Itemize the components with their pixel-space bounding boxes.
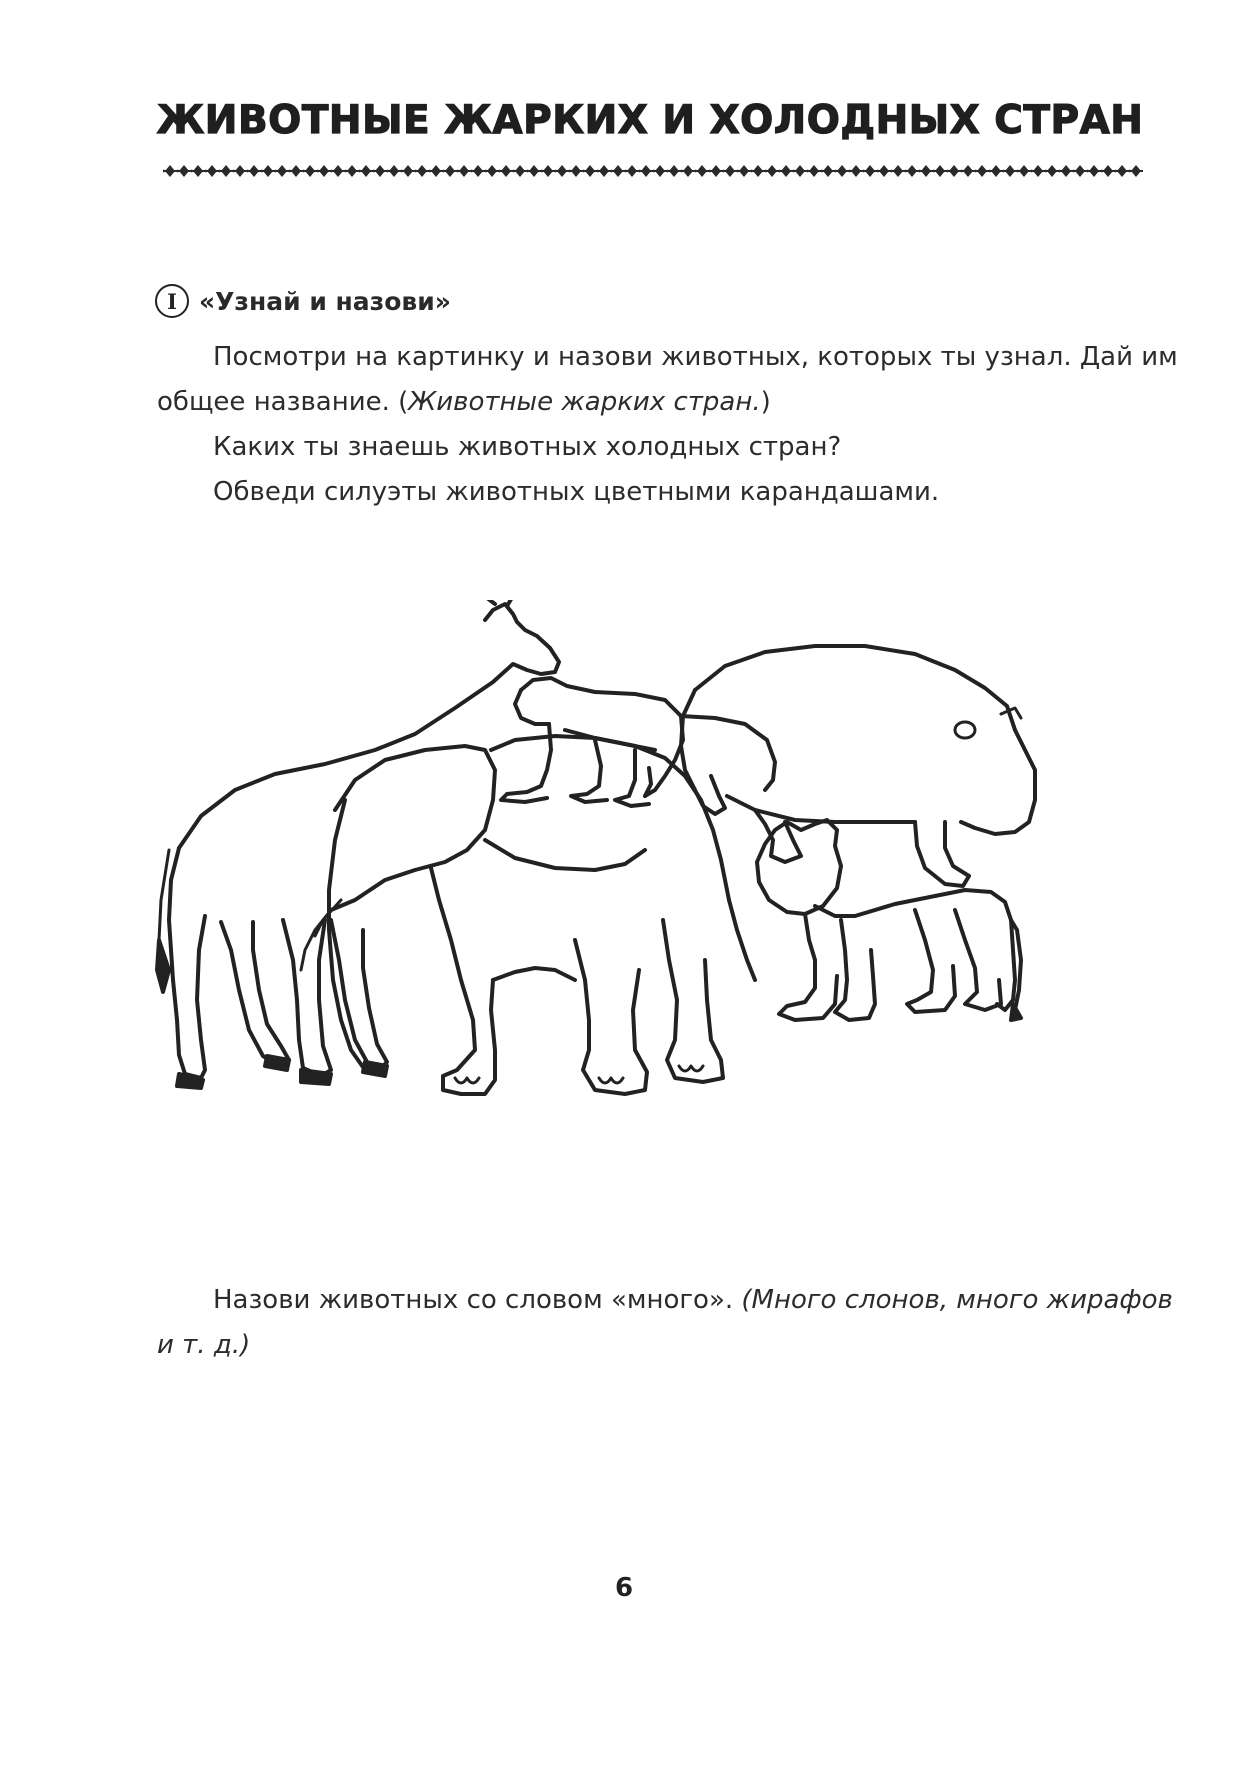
instruction-line-2: [157, 380, 771, 425]
instruction-text: общее название. (: [157, 387, 409, 417]
instruction-answer: (Много слонов, много жирафов: [741, 1285, 1173, 1315]
hippopotamus-outline: [681, 646, 1035, 886]
elephant-outline: [329, 736, 755, 1094]
instruction-text: Каких ты знаешь животных холодных стран?: [213, 432, 842, 462]
instruction-text: Посмотри на картинку и назови животных, которых ты узнал. Дай им: [213, 342, 1178, 372]
instruction-line-5: [213, 1278, 1173, 1323]
instruction-text: ): [760, 387, 771, 417]
title-ornament-divider: [163, 163, 1143, 179]
instruction-line-1: [213, 335, 1178, 380]
instruction-line-3: [213, 425, 841, 470]
animal-silhouettes-illustration: [155, 600, 1145, 1140]
instruction-answer: Животные жарких стран.: [408, 387, 761, 417]
task-number-badge: I: [155, 284, 189, 318]
giraffe-outline: [159, 600, 559, 1078]
task-header: [155, 283, 451, 319]
page-number: 6: [614, 1573, 634, 1603]
instruction-line-6: [157, 1323, 250, 1368]
instruction-text: Назови животных со словом «много».: [213, 1285, 742, 1315]
page-title: ЖИВОТНЫЕ ЖАРКИХ И ХОЛОДНЫХ СТРАН: [156, 98, 1144, 143]
instruction-text: Обведи силуэты животных цветными карандашами.: [213, 477, 940, 507]
instruction-answer: и т. д.): [157, 1330, 251, 1360]
instruction-line-4: [213, 470, 939, 515]
monkey-outline: [501, 678, 775, 806]
task-title: «Узнай и назови»: [199, 286, 451, 316]
